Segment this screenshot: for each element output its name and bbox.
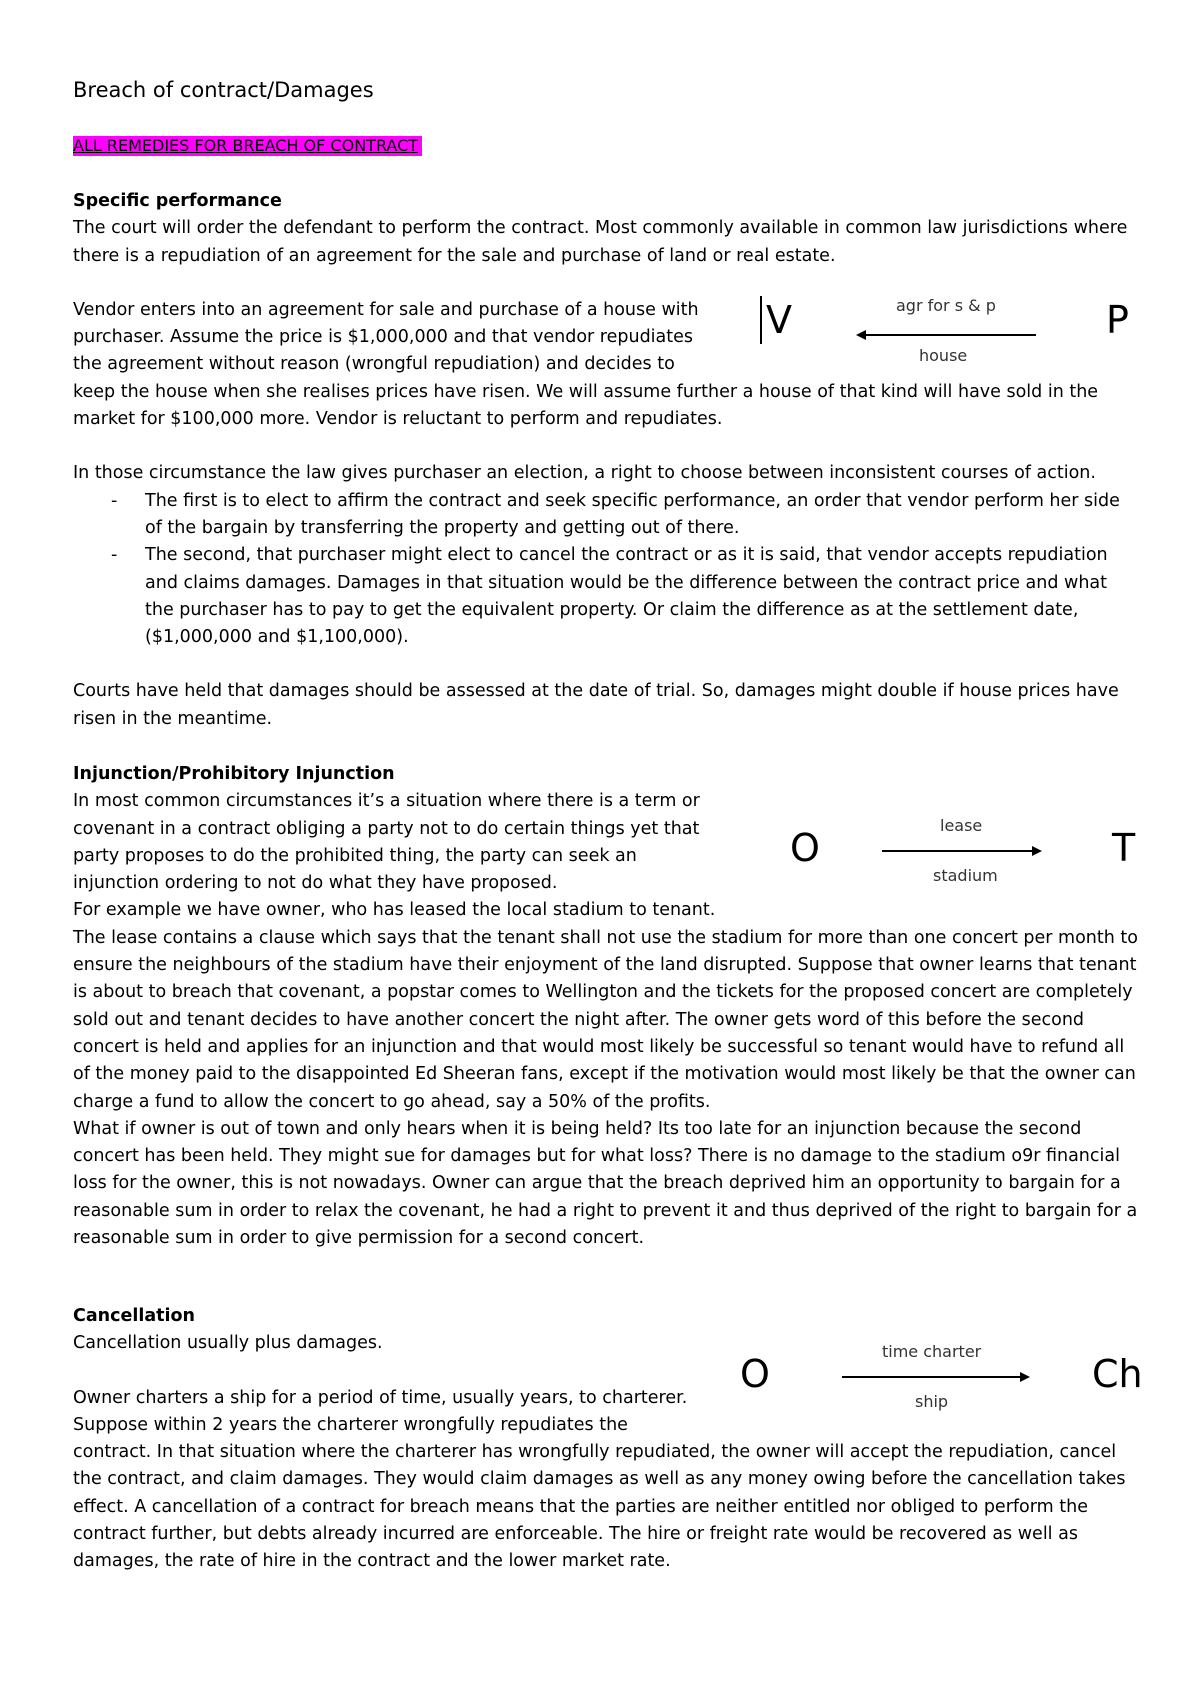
list-item (73, 542, 1141, 651)
paragraph-line: Suppose within 2 years the charterer wrongfully repudiates the (73, 1414, 628, 1435)
paragraph-line: For example we have owner, who has leased the local stadium to tenant. (73, 900, 716, 921)
diagram-right-party: Ch (1092, 1352, 1143, 1396)
paragraph: contract. In that situation where the charterer has wrongfully repudiated, the owner will accept the repudiation, cancel the contract, and claim damages. They would claim damages as well as any money owing before the cancellation takes effect. A cancellation of a contract for breach means that the parties are neither entitled nor obliged to perform the contract further, but debts already incurred are enforceable. The hire or freight rate would be recovered as well as damages, the rate of hire in the contract and the lower market rate. (73, 1442, 1126, 1572)
diagram-top-label: agr for s & p (896, 296, 996, 315)
paragraph-line: injunction ordering to not do what they have proposed. (73, 873, 558, 894)
paragraph-line: Vendor enters into an agreement for sale and purchase of a house with (73, 299, 699, 320)
section-heading: Injunction/Prohibitory Injunction (73, 764, 395, 784)
vendor-purchaser-diagram (760, 290, 1160, 370)
list-item (73, 488, 1141, 543)
paragraph-line: purchaser. Assume the price is $1,000,000 and that vendor repudiates (73, 327, 694, 348)
paragraph: The lease contains a clause which says that the tenant shall not use the stadium for more than one concert per month to ensure the neighbours of the stadium have their enjoyment of the land disrupted. Suppose that owner learns that tenant is about to breach that covenant, a popstar comes to Wellington and the tickets for the proposed concert are completely sold out and tenant decides to have another concert the night after. The owner gets word of this before the second concert is held and applies for an injunction and that would most likely be successful so tenant would have to refund all of the money paid to the disappointed Ed Sheeran fans, except if the motivation would most likely be that the owner can charge a fund to allow the concert to go ahead, say a 50% of the profits. (73, 927, 1138, 1112)
diagram-left-party: O (790, 826, 820, 870)
diagram-top-label: time charter (882, 1342, 982, 1361)
section-heading: Specific performance (73, 191, 282, 211)
arrow-line (842, 1376, 1020, 1378)
bullet-dash: - (111, 545, 118, 566)
diagram-bottom-label: ship (915, 1392, 949, 1411)
arrow-right-head (1020, 1372, 1030, 1382)
paragraph: The court will order the defendant to perform the contract. Most commonly available in common law jurisdictions where there is a repudiation of an agreement for the sale and purchase of land or real estate. (73, 218, 1128, 266)
arrow-line (866, 334, 1036, 336)
arrow-right-head (1032, 846, 1042, 856)
diagram-left-party: O (740, 1352, 770, 1396)
list-item-text: The first is to elect to affirm the contract and seek specific performance, an order that vendor perform her side of the bargain by transferring the property and getting out of there. (145, 490, 1120, 538)
diagram-top-label: lease (940, 816, 983, 835)
paragraph-line: Owner charters a ship for a period of time, usually years, to charterer. (73, 1387, 688, 1408)
diagram-bottom-label: house (919, 346, 968, 365)
vertical-bar (760, 296, 762, 344)
paragraph-line: In most common circumstances it’s a situation where there is a term or (73, 791, 700, 812)
arrow-left-head (856, 330, 866, 340)
paragraph: keep the house when she realises prices have risen. We will assume further a house of that kind will have sold in the market for $100,000 more. Vendor is reluctant to perform and repudiates. (73, 381, 1099, 430)
remedies-banner: ALL REMEDIES FOR BREACH OF CONTRACT (73, 136, 422, 156)
specific-performance-section (73, 188, 1141, 733)
paragraph: Cancellation usually plus damages. (73, 1333, 383, 1354)
paragraph-line: party proposes to do the prohibited thing, the party can seek an (73, 845, 637, 866)
diagram-bottom-label: stadium (933, 866, 998, 885)
paragraph-line: the agreement without reason (wrongful repudiation) and decides to (73, 354, 675, 375)
arrow-line (882, 850, 1032, 852)
section-heading: Cancellation (73, 1306, 196, 1326)
bullet-list (73, 488, 1141, 652)
owner-charterer-diagram (740, 1338, 1170, 1418)
diagram-right-party: T (1112, 826, 1136, 870)
diagram-right-party: P (1106, 298, 1129, 342)
paragraph: Courts have held that damages should be assessed at the date of trial. So, damages might double if house prices have risen in the meantime. (73, 681, 1119, 729)
paragraph-line: covenant in a contract obliging a party not to do certain things yet that (73, 818, 700, 839)
list-item-text: The second, that purchaser might elect to cancel the contract or as it is said, that vendor accepts repudiation and claims damages. Damages in that situation would be the difference between the contract price and what the purchaser has to pay to get the equivalent property. Or claim the difference as at the settlement date, ($1,000,000 and $1,100,000). (145, 545, 1108, 648)
document-title: Breach of contract/Damages (73, 78, 374, 102)
paragraph: In those circumstance the law gives purchaser an election, a right to choose between inconsistent courses of action. (73, 463, 1096, 484)
owner-tenant-diagram (790, 812, 1160, 892)
bullet-dash: - (111, 490, 118, 511)
diagram-left-party: V (766, 298, 792, 342)
paragraph: What if owner is out of town and only hears when it is being held? Its too late for an injunction because the second concert has been held. They might sue for damages but for what loss? There is no damage to the stadium o9r financial loss for the owner, this is not nowadays. Owner can argue that the breach deprived him an opportunity to bargain for a reasonable sum in order to relax the covenant, he had a right to prevent it and thus deprived of the right to bargain for a reasonable sum in order to give permission for a second concert. (73, 1118, 1138, 1249)
